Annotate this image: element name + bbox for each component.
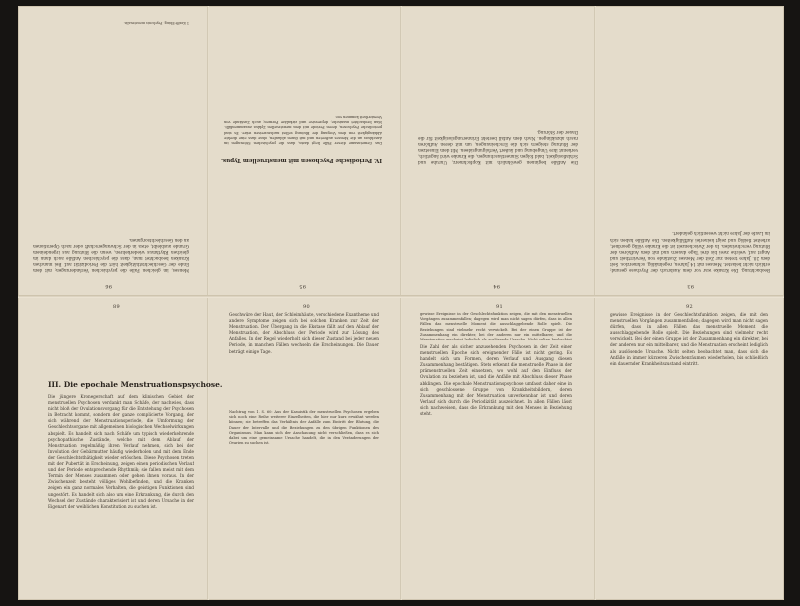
body-text: Geschwüre der Haut, der Schleimhäute, verschiedene Exantheme und andere Symptome zeigen sich bei solchen Kranken zur Zeit der Menstruation. Der Übergang in die Ekstase fällt auf den Ablauf der Menstruation, der Abschluss der Periode wird zur Lösung des Anfalles. In der Regel wiederholt sich dieser Zustand bei jeder neuen Periode, in manchen Fällen wechseln die Erscheinungen. Die Dauer beträgt einige Tage. xyxy=(229,312,379,354)
page-number: 90 xyxy=(303,304,310,310)
body-text: Die jüngere Kronegerschaft auf dem klinischen Gebiet der menstruellen Psychosen verdankt man Schäfe, der nachwies, dass nicht bloß der Ovulationsvorgang für die Entstehung der Psychosen in Betracht kommt, sondern der ganze complicierte Vorgang, der sich während der Menstruationsperiode, die Umformung der Geschlechtsorgane mit allgemeinen biologischen Wechselwirkungen abspielt. Es handelt sich nach Schäfe um typisch wiederkehrende psychopathische Zustände, welche mit dem Ablauf der Menstruation regelmäßig ihren Verlauf nehmen, sich bei der Involution der Gebärmutter häufig wiederholen und mit dem Ende der Geschlechtsthätigkeit wieder erlöschen. Diese Psychosen treten mit der Pubertät in Erscheinung, zeigen einen periodischen Verlauf und der Periode entsprechende Rhythmik; sie fallen meist mit dem Termin der Menses zusammen oder gehen ihnen voraus. In der Zwischenzeit besteht völliges Wohlbefinden, und die Kranken zeigen ein ganz normales Verhalten, die geistigen Funktionen sind ungestört. Es handelt sich also um eine Erkrankung, die durch den Wechsel der Zustände charakterisiert ist und deren Ursache in der Eigenart der weiblichen Konstitution zu suchen ist. xyxy=(48,394,194,509)
page-number: 94 xyxy=(493,283,500,289)
body-text: gewisse Ereignisse in der Geschlechtsfunktion zeigen, die mit den menstruellen Vorgängen zusammenfallen; dagegen wird man nicht sagen dürfen, dass in allen Fällen das menstruelle Moment die ausschlaggebende Rolle spielt. Die Beziehungen sind vielmehr recht verwickelt. Bei der einen Gruppe ist der Zusammenhang ein direkter, bei der anderen nur ein mittelbarer, und die Menstruation erscheint lediglich als auslösende Ursache. Nicht selten beobachtet man, dass sich die Anfälle in immer kürzeren Zwischenräumen wiederholen, bis schließlich ein dauernder Krankheitszustand eintritt. xyxy=(610,312,768,366)
page-90 xyxy=(209,298,400,600)
section-heading: IV. Periodische Psychosen mit menstruellem Typus. xyxy=(221,157,382,163)
body-text: Menses, im gleichen Falle die psychischen Veränderungen; mit dem Ende der Geschlechtsthätigkeit hört die Periodizität auf. Bei manchen Kranken beobachtet man, dass die psychischen Anfälle auch dann im gleichen Rhythmus wiederkehren, wenn die Blutung aus irgendeinem Grunde ausbleibt, etwa in der Schwangerschaft oder nach Operationen an den Geschlechtsorganen. xyxy=(33,237,189,273)
page-number: 89 xyxy=(113,304,120,310)
page-number: 96 xyxy=(105,283,112,289)
page-95 xyxy=(209,6,400,295)
body-text: gewisse Ereignisse in der Geschlechtsfunktion zeigen, die mit den menstruellen Vorgängen zusammenfallen; dagegen wird man nicht sagen dürfen, dass in allen Fällen das menstruelle Moment die ausschlaggebende Rolle spielt. Die Beziehungen sind vielmehr recht verwickelt. Bei der einen Gruppe ist der Zusammenhang ein direkter, bei der anderen nur ein mittelbarer, und die xyxy=(420,312,572,337)
page-number: 93 xyxy=(687,283,694,289)
page-89 xyxy=(18,298,223,600)
body-text: Das Gemeinsame dieser Fälle liegt darin, dass die psychischen Störungen im Anschluss an die Menses auftreten und mit ihnen ablaufen, ohne dass eine direkte Abhängigkeit von dem Vorgang der Blutung selbst nachzuweisen wäre. Es sind periodische Psychosen, deren Periode mit dem menstruellen Zyklus zusammenfällt. Man beobachtet manische, depressive und zirkuläre Formen; auch Zustände von Verwirrtheit kommen vor. xyxy=(224,114,382,145)
page-94 xyxy=(402,6,594,295)
page-number: 92 xyxy=(686,304,693,310)
body-text: Beobachtung. Die Kranke war vor dem Ausbruch der Psychose gesund; erblich nicht belastet. Menses mit 14 Jahren, regelmäßig, schmerzlos. Seit dem 20. Jahre treten zur Zeit der Menses Zustände von Verwirrtheit und Angst auf, welche zwei bis drei Tage dauern und mit dem Aufhören der Blutung verschwinden. In der Zwischenzeit ist die Kranke völlig geordnet, arbeitet fleißig und zeigt keinerlei Auffälligkeiten. Die Anfälle haben sich im Laufe der Jahre nicht wesentlich geändert. xyxy=(610,231,770,273)
page-91 xyxy=(402,298,594,600)
footnote: Nachtrag von 1. S. 60: Aus der Kasuistik der menstruellen Psychosen ergeben sich noch eine Reihe weiterer Einzelheiten, die hier nur kurz erwähnt werden können; sie betreffen das Verhältnis der Anfälle zum Eintritt der Blutung, die Dauer der Intervalle und die Beziehungen zu den übrigen Funktionen des Organismus. Man kann sich der Anschauung nicht verschließen, dass es sich dabei um eine gemeinsame Ursache handelt, die in den Veränderungen der Ovarien zu suchen ist. xyxy=(229,410,379,446)
section-heading: III. Die epochale Menstruationspsychose. xyxy=(48,380,223,389)
page-number: 95 xyxy=(299,283,306,289)
page-92 xyxy=(596,298,784,600)
page-number: 91 xyxy=(496,304,503,310)
body-text: Die Anfälle beginnen gewöhnlich mit Kopfschmerz, Unruhe und Schlaflosigkeit, bald folgen Sinnestäuschungen, die Kranke wird ängstlich, verkennt ihre Umgebung und äußert Verfolgungsideen. Mit dem Einsetzen der Blutung steigern sich die Erscheinungen, um mit deren Aufhören rasch abzuklingen. Nach dem Anfall besteht Erinnerungslosigkeit für die Dauer der Störung. xyxy=(418,129,578,165)
page-96 xyxy=(18,6,207,295)
folded-sheet xyxy=(18,6,784,600)
body-text: Die Zahl der als sicher anzusehenden Psychosen in der Zeit einer menstruellen Epoche sich ereignender Fälle ist nicht gering. Es handelt sich um Formen, deren Verlauf und Ausgang diesen Zusammenhang bestätigen. Stets erkennt die menstruelle Phase in der prämenstruellen Zeit einsetzen, wo wohl auf den Einfluss der Ovulation zu beziehen ist, und die Anfälle mit Abschluss dieser Phase abklingen. Die epochale Menstruationspsychose umfasst daher eine in sich geschlossene Gruppe von Krankheitsbildern, deren Zusammenhang mit der Menstruation unverkennbar ist und deren Verlauf sich durch die Periodizität auszeichnet. In allen Fällen lässt sich nachweisen, dass die Erkrankung mit den Menses in Beziehung steht. xyxy=(420,344,572,417)
page-93 xyxy=(596,6,784,295)
footnote-signature: 1 Krafft-Ebing, Psychosis menstrualis. xyxy=(123,21,189,25)
